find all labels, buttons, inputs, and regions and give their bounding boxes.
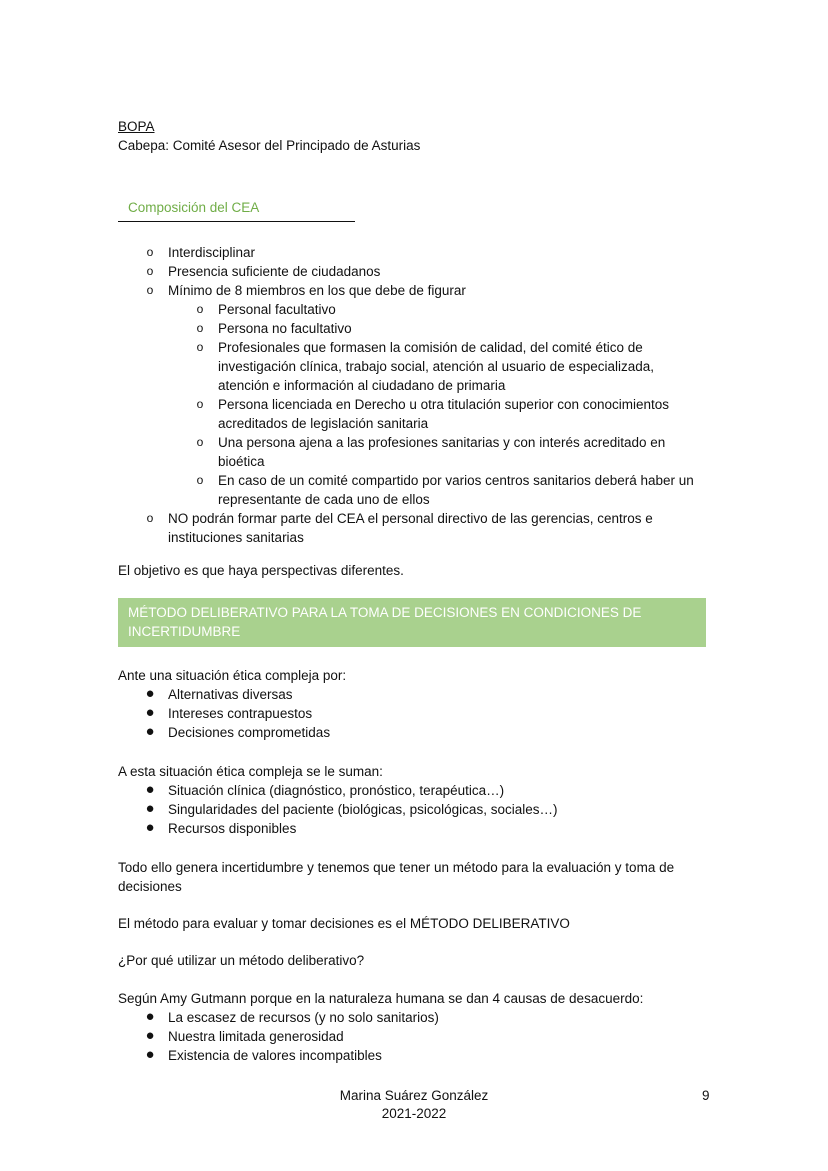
doc-title: BOPA: [118, 119, 155, 134]
list-item-text: Nuestra limitada generosidad: [168, 1029, 344, 1044]
doc-subtitle: Cabepa: Comité Asesor del Principado de Asturias: [118, 138, 421, 153]
circle-bullet-icon: o: [196, 340, 204, 354]
paragraph-uncertainty: Todo ello genera incertidumbre y tenemos que tener un método para la evaluación y toma de decisiones: [118, 860, 675, 894]
list-item-text: Recursos disponibles: [168, 821, 297, 836]
bullet-list-1: [145, 685, 708, 742]
list-item-text: Situación clínica (diagnóstico, pronóstico, terapéutica…): [168, 783, 505, 798]
list-item-text: NO podrán formar parte del CEA el personal directivo de las gerencias, centros e instituciones sanitarias: [168, 511, 653, 545]
circle-bullet-icon: o: [196, 302, 204, 316]
bullet-icon: ●: [145, 1008, 155, 1025]
circle-bullet-icon: o: [196, 397, 204, 411]
composition-list: [146, 243, 728, 547]
circle-bullet-icon: o: [146, 245, 154, 259]
sublist-item: [196, 319, 698, 338]
list-item-text: Interdisciplinar: [168, 245, 256, 260]
list-item: [146, 243, 728, 262]
list-item: [145, 723, 708, 742]
heading-underline: [118, 221, 355, 222]
list-item: [146, 509, 728, 547]
list-item-text: Intereses contrapuestos: [168, 706, 313, 721]
list-item-text: Alternativas diversas: [168, 687, 293, 702]
list-item-text: Decisiones comprometidas: [168, 725, 331, 740]
sublist-item-text: Profesionales que formasen la comisión de calidad, del comité ético de investigación clínica, trabajo social, atención al usuario de especializada, atención e información al ciudadano de primaria: [218, 340, 655, 393]
circle-bullet-icon: o: [146, 283, 154, 297]
list-item-text: Mínimo de 8 miembros en los que debe de figurar: [168, 283, 466, 298]
sublist-item: [196, 300, 698, 319]
sublist-item-text: En caso de un comité compartido por varios centros sanitarios deberá haber un representante de cada uno de ellos: [218, 473, 694, 507]
sublist-item-text: Personal facultativo: [218, 302, 336, 317]
list-item: [145, 1008, 708, 1027]
page-number: 9: [702, 1088, 710, 1103]
footer-author: Marina Suárez González: [339, 1088, 489, 1103]
bullet-icon: ●: [145, 1046, 155, 1063]
intro-paragraph-1: Ante una situación ética compleja por:: [118, 668, 347, 683]
sublist-item: [196, 338, 698, 395]
sublist-item-text: Persona licenciada en Derecho u otra titulación superior con conocimientos acreditados de legislación sanitaria: [218, 397, 670, 431]
list-item: [146, 262, 728, 281]
sublist-item: [196, 433, 698, 471]
list-item-text: Existencia de valores incompatibles: [168, 1048, 382, 1063]
list-item: [145, 800, 708, 819]
sublist-item-text: Persona no facultativo: [218, 321, 352, 336]
list-item: [145, 1046, 708, 1065]
list-item: [145, 819, 708, 838]
bullet-icon: ●: [145, 704, 155, 721]
circle-bullet-icon: o: [146, 264, 154, 278]
objective-paragraph: El objetivo es que haya perspectivas diferentes.: [118, 563, 404, 578]
bullet-icon: ●: [145, 781, 155, 798]
list-item: [146, 281, 728, 509]
intro-paragraph-2: A esta situación ética compleja se le suman:: [118, 764, 383, 779]
sublist-item: [196, 395, 698, 433]
sublist-item-text: Una persona ajena a las profesiones sanitarias y con interés acreditado en bioética: [218, 435, 666, 469]
paragraph-method: El método para evaluar y tomar decisiones es el MÉTODO DELIBERATIVO: [118, 916, 570, 931]
bullet-icon: ●: [145, 819, 155, 836]
bullet-icon: ●: [145, 723, 155, 740]
footer-year: 2021-2022: [381, 1106, 447, 1121]
bullet-icon: ●: [145, 685, 155, 702]
composition-sublist: [196, 300, 698, 509]
bullet-icon: ●: [145, 1027, 155, 1044]
circle-bullet-icon: o: [146, 511, 154, 525]
section-heading-composition: Composición del CEA: [128, 200, 260, 215]
circle-bullet-icon: o: [196, 473, 204, 487]
list-item-text: Singularidades del paciente (biológicas, psicológicas, sociales…): [168, 802, 558, 817]
list-item-text: La escasez de recursos (y no solo sanitarios): [168, 1010, 439, 1025]
bullet-list-2: [145, 781, 708, 838]
sublist-item: [196, 471, 698, 509]
list-item: [145, 1027, 708, 1046]
bullet-icon: ●: [145, 800, 155, 817]
method-banner-heading: MÉTODO DELIBERATIVO PARA LA TOMA DE DECISIONES EN CONDICIONES DE INCERTIDUMBRE: [118, 598, 706, 647]
paragraph-question: ¿Por qué utilizar un método deliberativo?: [118, 953, 365, 968]
intro-paragraph-3: Según Amy Gutmann porque en la naturaleza humana se dan 4 causas de desacuerdo:: [118, 991, 644, 1006]
bullet-list-3: [145, 1008, 708, 1065]
list-item-text: Presencia suficiente de ciudadanos: [168, 264, 381, 279]
list-item: [145, 781, 708, 800]
circle-bullet-icon: o: [196, 321, 204, 335]
circle-bullet-icon: o: [196, 435, 204, 449]
list-item: [145, 685, 708, 704]
list-item: [145, 704, 708, 723]
